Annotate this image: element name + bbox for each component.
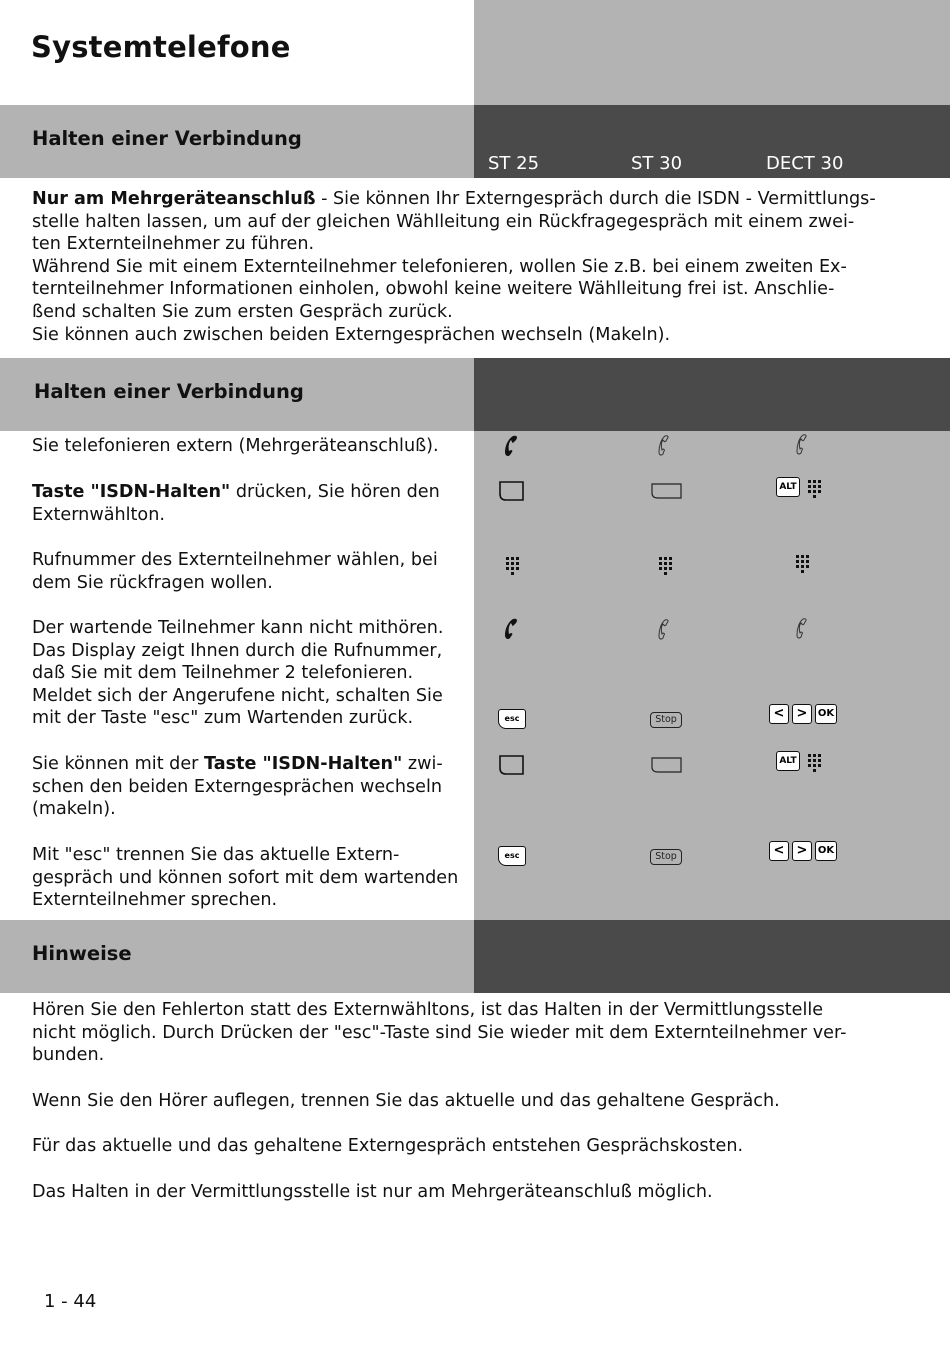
note-line: bunden. (32, 1045, 105, 1066)
intro-line: ternteilnehmer Informationen einholen, obwohl keine weitere Wählleitung frei ist. Anschlie- (32, 279, 835, 300)
step-1 (32, 435, 439, 458)
step-text: drücken, Sie hören den (230, 482, 440, 502)
step-text: Meldet sich der Angerufene nicht, schalten Sie (32, 685, 443, 706)
step-text: Rufnummer des Externteilnehmer wählen, bei (32, 550, 438, 570)
step-3 (32, 549, 438, 594)
header-right-block (474, 0, 950, 105)
handset-outline-icon (656, 434, 672, 458)
step-bold: Taste "ISDN-Halten" (32, 482, 231, 502)
handset-outline-icon (794, 617, 810, 641)
step-text: Externteilnehmer sprechen. (32, 890, 278, 911)
step-bold: Taste "ISDN-Halten" (204, 754, 403, 774)
note-1 (32, 999, 912, 1067)
step-2 (32, 481, 440, 526)
ok-key-icon: OK (815, 704, 837, 724)
note-3: Für das aktuelle und das gehaltene Externgespräch entstehen Gesprächskosten. (32, 1136, 744, 1156)
intro-line: stelle halten lassen, um auf der gleichen Wählleitung ein Rückfragegespräch mit einem zwei- (32, 211, 855, 232)
section3-dark-band (474, 920, 950, 993)
section1-heading: Halten einer Verbindung (32, 127, 302, 150)
intro-line: Während Sie mit einem Externteilnehmer telefonieren, wollen Sie z.B. bei einem zweiten Ex- (32, 256, 847, 277)
esc-key-icon: esc (498, 709, 526, 729)
handset-outline-icon (656, 618, 672, 642)
step-text: Der wartende Teilnehmer kann nicht mithören. (32, 618, 444, 638)
isdn-hold-key-icon (498, 480, 526, 502)
step-text: Mit "esc" trennen Sie das aktuelle Extern- (32, 845, 400, 865)
step-text: dem Sie rückfragen wollen. (32, 572, 273, 593)
step-5 (32, 753, 443, 821)
keypad-icon (808, 754, 823, 775)
step-text: Externwählton. (32, 504, 165, 525)
nav-right-key-icon: > (792, 841, 812, 861)
step-4 (32, 617, 444, 730)
nav-left-key-icon: < (769, 704, 789, 724)
handset-bold-icon (502, 434, 522, 458)
stop-key-icon: Stop (650, 849, 682, 865)
note-line: nicht möglich. Durch Drücken der "esc"-Taste sind Sie wieder mit dem Externteilnehmer ver- (32, 1022, 847, 1043)
nav-left-key-icon: < (769, 841, 789, 861)
step-text: Sie telefonieren extern (Mehrgeräteanschluß). (32, 436, 439, 456)
ok-key-icon: OK (815, 841, 837, 861)
icons-column-band (474, 431, 950, 920)
stop-key-icon: Stop (650, 712, 682, 728)
nav-right-key-icon: > (792, 704, 812, 724)
step-text: gespräch und können sofort mit dem wartenden (32, 867, 459, 888)
step-text: daß Sie mit dem Teilnehmer 2 telefonieren. (32, 663, 414, 684)
note-4: Das Halten in der Vermittlungsstelle ist nur am Mehrgeräteanschluß möglich. (32, 1182, 713, 1202)
section2-heading: Halten einer Verbindung (34, 380, 304, 403)
isdn-hold-key-icon (650, 756, 683, 774)
column-st25: ST 25 (488, 153, 540, 174)
page-title: Systemtelefone (31, 30, 291, 64)
handset-bold-icon (502, 617, 522, 641)
alt-key-icon: ALT (776, 751, 800, 771)
intro-line: - Sie können Ihr Externgespräch durch die ISDN - Vermittlungs- (315, 189, 876, 209)
intro-line: ßend schalten Sie zum ersten Gespräch zurück. (32, 301, 453, 322)
column-st30: ST 30 (631, 153, 683, 174)
page-number: 1 - 44 (44, 1291, 97, 1312)
column-dect30: DECT 30 (766, 153, 844, 174)
step-text: (makeln). (32, 799, 116, 820)
intro-bold: Nur am Mehrgeräteanschluß (32, 189, 316, 209)
intro-line: ten Externteilnehmer zu führen. (32, 234, 315, 255)
isdn-hold-key-icon (498, 754, 526, 776)
step-text: Sie können mit der (32, 754, 205, 774)
keypad-icon (796, 555, 811, 576)
step-text: zwi- (402, 754, 443, 774)
esc-key-icon: esc (498, 846, 526, 866)
note-line: Hören Sie den Fehlerton statt des Externwähltons, ist das Halten in der Vermittlungsstelle (32, 1000, 824, 1020)
keypad-icon (808, 480, 823, 501)
note-2: Wenn Sie den Hörer auflegen, trennen Sie das aktuelle und das gehaltene Gespräch. (32, 1091, 780, 1111)
keypad-icon (659, 557, 674, 578)
step-text: schen den beiden Externgesprächen wechseln (32, 776, 443, 797)
intro-line: Sie können auch zwischen beiden Externgesprächen wechseln (Makeln). (32, 324, 671, 345)
section2-dark-band (474, 358, 950, 431)
step-text: Das Display zeigt Ihnen durch die Rufnummer, (32, 640, 443, 661)
alt-key-icon: ALT (776, 477, 800, 497)
section3-heading: Hinweise (32, 942, 132, 965)
section1-columns-band (474, 105, 950, 178)
handset-outline-icon (794, 433, 810, 457)
keypad-icon (506, 557, 521, 578)
section1-intro (32, 188, 912, 346)
step-6 (32, 844, 458, 912)
step-text: mit der Taste "esc" zum Wartenden zurück. (32, 708, 414, 729)
isdn-hold-key-icon (650, 482, 683, 500)
